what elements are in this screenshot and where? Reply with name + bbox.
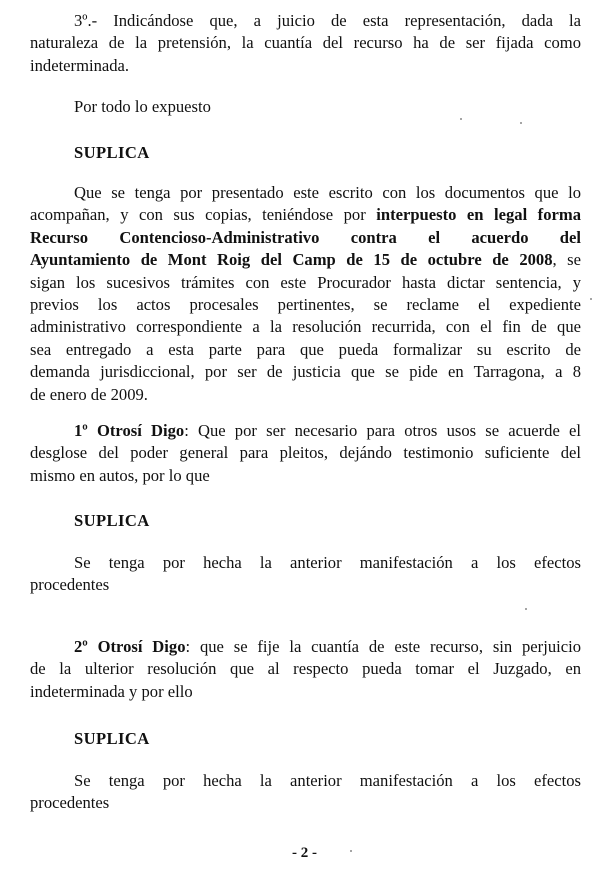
text-line: Se tenga por hecha la anterior manifestación a los efectos — [74, 553, 581, 572]
scan-speck — [350, 850, 352, 852]
otrosi-1-label: 1º Otrosí Digo — [74, 421, 185, 440]
scan-speck — [460, 118, 462, 120]
text-line: mismo en autos, por lo que — [30, 465, 210, 485]
paragraph-third-point — [30, 10, 581, 77]
text-line — [30, 636, 581, 658]
scan-speck — [525, 608, 527, 610]
suplica-heading-3: SUPLICA — [74, 729, 150, 748]
text-line: administrativo correspondiente a la resolución recurrida, con el fin de que — [30, 317, 581, 337]
suplica-heading-2: SUPLICA — [74, 511, 150, 530]
bold-line: Recurso Contencioso-Administrativo contra el acuerdo del — [30, 227, 581, 247]
text-line: demanda jurisdiccional, por ser de justicia que se pide en Tarragona, a 8 — [30, 362, 581, 382]
text-line: desglose del poder general para pleitos, dejándo testimonio suficiente del — [30, 443, 581, 463]
page-number: - 2 - — [292, 845, 317, 861]
text-span: : que se fije la cuantía de este recurso, sin perjuicio — [185, 637, 581, 656]
text-line: sea entregado a esta parte para que pueda formalizar su escrito de — [30, 339, 581, 359]
text-line: Se tenga por hecha la anterior manifestación a los efectos — [74, 771, 581, 790]
text-line — [30, 249, 581, 271]
text-span: , se — [552, 250, 582, 270]
manifestacion-1-paragraph — [30, 552, 581, 597]
otrosi-2-paragraph — [30, 636, 581, 703]
text-line: naturaleza de la pretensión, la cuantía del recurso ha de ser fijada como — [30, 33, 581, 53]
main-request-paragraph — [30, 182, 581, 406]
scan-speck — [520, 122, 522, 124]
bold-span: Ayuntamiento de Mont Roig del Camp de 15 de octubre de 2008 — [30, 250, 553, 270]
text-line: Que se tenga por presentado este escrito con los documentos que lo — [74, 183, 581, 202]
scan-speck — [590, 298, 592, 300]
text-line: procedentes — [30, 793, 110, 813]
text-line: previos los actos procesales pertinentes, se reclame el expediente — [30, 295, 581, 315]
manifestacion-2-paragraph — [30, 770, 581, 815]
text-line: indeterminada y por ello — [30, 681, 193, 701]
text-line: 3º.- Indicándose que, a juicio de esta representación, dada la — [74, 11, 581, 30]
otrosi-1-paragraph — [30, 420, 581, 487]
text-line — [30, 204, 581, 226]
text-line: indeterminada. — [30, 55, 130, 75]
por-todo-line: Por todo lo expuesto — [74, 97, 211, 116]
text-line: procedentes — [30, 575, 110, 595]
text-line: de la ulterior resolución que al respecto pueda tomar el Juzgado, en — [30, 659, 581, 679]
bold-span: interpuesto en legal forma — [376, 205, 581, 225]
text-line — [30, 420, 581, 442]
text-span: : Que por ser necesario para otros usos se acuerde el — [184, 421, 581, 440]
text-line: sigan los sucesivos trámites con este Procurador hasta dictar sentencia, y — [30, 272, 581, 292]
suplica-heading-1: SUPLICA — [74, 143, 150, 162]
otrosi-2-label: 2º Otrosí Digo — [74, 637, 186, 656]
text-span: acompañan, y con sus copias, teniéndose por — [30, 205, 377, 225]
text-line: de enero de 2009. — [30, 384, 148, 404]
